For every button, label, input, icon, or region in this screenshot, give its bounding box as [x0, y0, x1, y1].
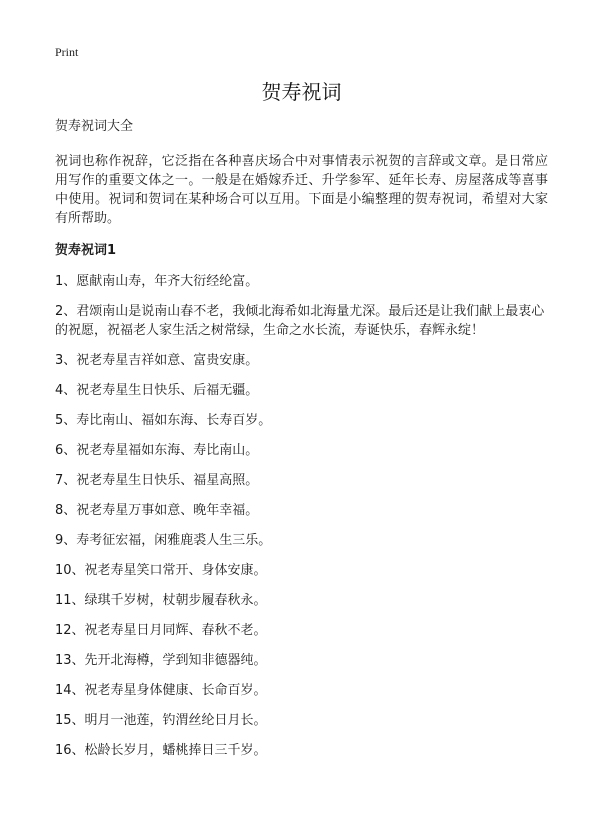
list-item: 12、祝老寿星日月同辉、春秋不老。 — [55, 623, 267, 638]
list-item: 7、祝老寿星生日快乐、福星高照。 — [55, 473, 259, 488]
page-title: 贺寿祝词 — [261, 80, 342, 104]
section-heading: 贺寿祝词1 — [55, 243, 117, 258]
list-item: 14、祝老寿星身体健康、长命百岁。 — [55, 683, 267, 698]
intro-paragraph: 祝词也称作祝辞，它泛指在各种喜庆场合中对事情表示祝贺的言辞或文章。是日常应用写作的重要文体之一。一般是在婚嫁乔迁、升学参军、延年长寿、房屋落成等喜事中使用。祝词和贺词在某种场合可以互用。下面是小编整理的贺寿祝词，希望对大家有所帮助。 — [55, 154, 548, 226]
list-item: 9、寿考征宏福，闲雅鹿裘人生三乐。 — [55, 533, 272, 548]
blessing-list — [55, 272, 548, 760]
list-item: 16、松龄长岁月，蟠桃捧日三千岁。 — [55, 743, 267, 758]
list-item: 2、君颂南山是说南山春不老，我倾北海希如北海量尤深。最后还是让我们献上最衷心的祝愿，祝福老人家生活之树常绿，生命之水长流，寿诞快乐，春辉永绽！ — [55, 304, 545, 338]
list-item: 11、绿琪千岁树，杖朝步履春秋永。 — [55, 593, 267, 608]
list-item: 10、祝老寿星笑口常开、身体安康。 — [55, 563, 267, 578]
list-item: 8、祝老寿星万事如意、晚年幸福。 — [55, 503, 259, 518]
list-item: 3、祝老寿星吉祥如意、富贵安康。 — [55, 353, 259, 368]
print-link[interactable]: Print — [55, 45, 79, 59]
list-item: 5、寿比南山、福如东海、长寿百岁。 — [55, 413, 272, 428]
list-item: 13、先开北海樽，学到知非德器纯。 — [55, 653, 267, 668]
list-item: 4、祝老寿星生日快乐、后福无疆。 — [55, 383, 259, 398]
list-item: 1、愿献南山寿，年齐大衍经纶富。 — [55, 274, 259, 289]
list-item: 6、祝老寿星福如东海、寿比南山。 — [55, 443, 259, 458]
list-item: 15、明月一池莲，钓渭丝纶日月长。 — [55, 713, 267, 728]
subtitle: 贺寿祝词大全 — [55, 119, 134, 134]
